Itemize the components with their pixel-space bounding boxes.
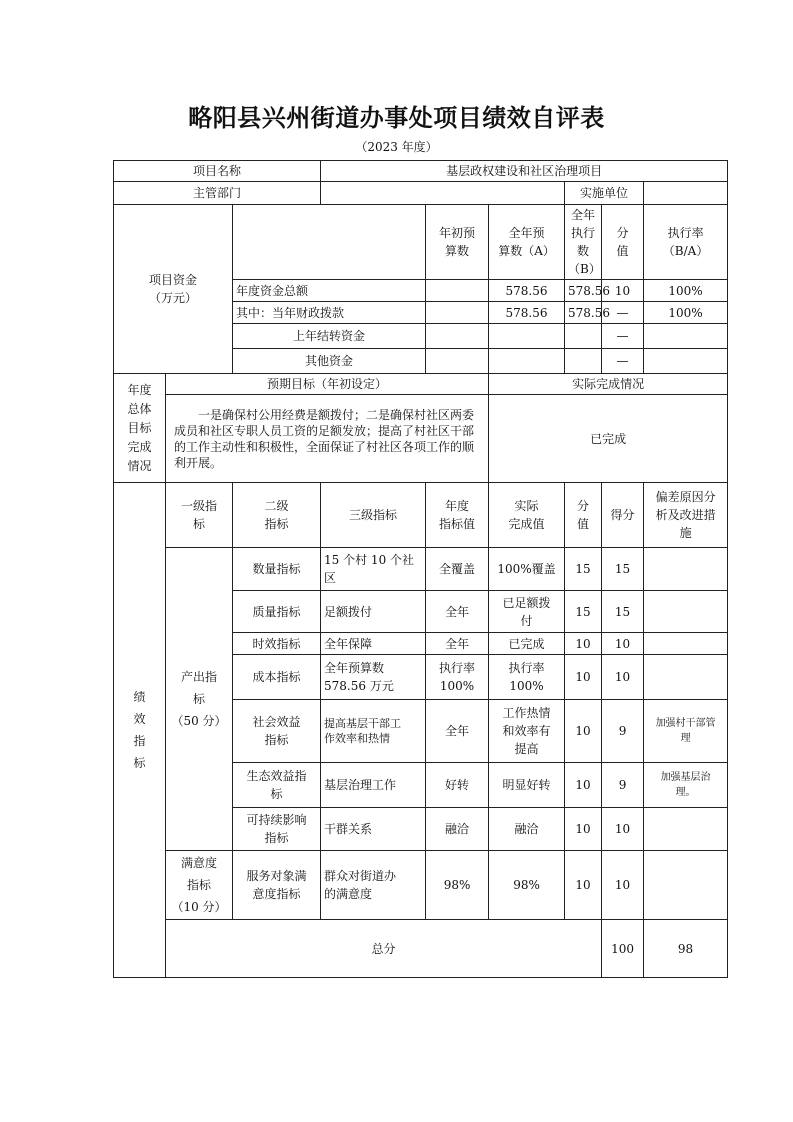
funds-header-blank — [233, 205, 426, 280]
expected-header: 预期目标（年初设定） — [166, 374, 489, 395]
funds-row-rate — [644, 349, 728, 374]
ind-row-note — [644, 633, 728, 655]
ind-row-note — [644, 808, 728, 851]
funds-header-exec: 全年执行 数（B） — [565, 205, 602, 280]
ind-row-score: 10 — [602, 808, 644, 851]
funds-header-rate: 执行率 （B/A） — [644, 205, 728, 280]
ind-row-actual: 融洽 — [489, 808, 565, 851]
funds-row-score-val: — — [602, 324, 644, 349]
ind-row-note — [644, 548, 728, 591]
ind-row-target: 98% — [426, 851, 489, 920]
funds-row-full: 578.56 — [489, 280, 565, 302]
ind-row-actual: 98% — [489, 851, 565, 920]
ind-row-target: 全年 — [426, 591, 489, 633]
ind-row-actual: 执行率 100% — [489, 655, 565, 700]
ind-row-score: 10 — [602, 851, 644, 920]
funds-label: 项目资金 （万元） — [114, 205, 233, 374]
goals-label: 年度 总体 目标 完成 情况 — [114, 374, 166, 483]
ind-header-target: 年度 指标值 — [426, 483, 489, 548]
ind-row-level2: 服务对象满 意度指标 — [233, 851, 321, 920]
ind-row-level3: 全年保障 — [321, 633, 426, 655]
dept-value — [321, 182, 565, 205]
ind-row-note: 加强村干部管 理 — [644, 700, 728, 763]
ind-row-level2: 时效指标 — [233, 633, 321, 655]
ind-row-target: 全年 — [426, 700, 489, 763]
ind-row-actual: 已足额拨 付 — [489, 591, 565, 633]
funds-row-exec — [565, 349, 602, 374]
funds-row-initial — [426, 280, 489, 302]
ind-header-level1: 一级指 标 — [166, 483, 233, 548]
ind-header-score: 得分 — [602, 483, 644, 548]
total-label: 总分 — [166, 920, 602, 978]
ind-header-note: 偏差原因分 析及改进措 施 — [644, 483, 728, 548]
ind-row-score-val: 15 — [565, 591, 602, 633]
ind-row-score-val: 15 — [565, 548, 602, 591]
ind-row-score-val: 10 — [565, 851, 602, 920]
ind-row-target: 全覆盖 — [426, 548, 489, 591]
ind-row-level2: 社会效益 指标 — [233, 700, 321, 763]
funds-row-label: 年度资金总额 — [233, 280, 426, 302]
funds-row-initial — [426, 302, 489, 324]
ind-row-level3: 足额拨付 — [321, 591, 426, 633]
ind-header-level3: 三级指标 — [321, 483, 426, 548]
ind-row-target: 融洽 — [426, 808, 489, 851]
ind-row-score: 15 — [602, 591, 644, 633]
funds-row-full — [489, 324, 565, 349]
ind-row-level2: 生态效益指 标 — [233, 763, 321, 808]
satisfaction-indicator-label: 满意度 指标 （10 分） — [166, 851, 233, 920]
total-score-val: 100 — [602, 920, 644, 978]
ind-row-level2: 质量指标 — [233, 591, 321, 633]
funds-row-exec: 578.56 — [565, 280, 602, 302]
funds-row-score-val: — — [602, 302, 644, 324]
dept-label: 主管部门 — [114, 182, 321, 205]
ind-row-level3: 群众对街道办 的满意度 — [321, 851, 426, 920]
ind-row-level2: 数量指标 — [233, 548, 321, 591]
indicators-label: 绩 效 指 标 — [114, 483, 166, 978]
funds-row-exec: 578.56 — [565, 302, 602, 324]
ind-row-actual: 工作热情 和效率有 提高 — [489, 700, 565, 763]
impl-value — [644, 182, 728, 205]
project-name-value: 基层政权建设和社区治理项目 — [321, 161, 728, 182]
ind-header-actual: 实际 完成值 — [489, 483, 565, 548]
ind-row-score-val: 10 — [565, 763, 602, 808]
ind-row-score-val: 10 — [565, 633, 602, 655]
ind-row-score: 9 — [602, 763, 644, 808]
ind-row-note — [644, 655, 728, 700]
ind-row-note — [644, 851, 728, 920]
ind-row-level3: 基层治理工作 — [321, 763, 426, 808]
funds-header-score-val: 分 值 — [602, 205, 644, 280]
funds-row-score-val: — — [602, 349, 644, 374]
funds-row-initial — [426, 349, 489, 374]
ind-row-target: 全年 — [426, 633, 489, 655]
expected-goal-text: 一是确保村公用经费是额拨付；二是确保村社区两委成员和社区专职人员工资的足额发放；提高了村社区干部的工作主动性和积极性，全面保证了村社区各项工作的顺利开展。 — [166, 395, 489, 483]
ind-row-actual: 明显好转 — [489, 763, 565, 808]
project-name-label: 项目名称 — [114, 161, 321, 182]
ind-row-level3: 全年预算数 578.56 万元 — [321, 655, 426, 700]
ind-row-actual: 已完成 — [489, 633, 565, 655]
funds-row-full — [489, 349, 565, 374]
evaluation-table — [113, 160, 728, 978]
funds-row-rate: 100% — [644, 280, 728, 302]
ind-row-note — [644, 591, 728, 633]
funds-row-rate — [644, 324, 728, 349]
ind-row-target: 好转 — [426, 763, 489, 808]
ind-row-score-val: 10 — [565, 808, 602, 851]
ind-row-score-val: 10 — [565, 655, 602, 700]
ind-row-score: 15 — [602, 548, 644, 591]
year-subtitle: （2023 年度） — [355, 140, 438, 154]
funds-row-initial — [426, 324, 489, 349]
actual-header: 实际完成情况 — [489, 374, 728, 395]
funds-row-score-val: 10 — [602, 280, 644, 302]
ind-row-score-val: 10 — [565, 700, 602, 763]
ind-row-score: 9 — [602, 700, 644, 763]
ind-row-level2: 可持续影响 指标 — [233, 808, 321, 851]
page-title: 略阳县兴州街道办事处项目绩效自评表 — [188, 104, 605, 132]
actual-goal-text: 已完成 — [489, 395, 728, 483]
funds-row-label: 其他资金 — [233, 349, 426, 374]
funds-header-full: 全年预 算数（A） — [489, 205, 565, 280]
ind-row-level3: 提高基层干部工 作效率和热情 — [321, 700, 426, 763]
funds-row-full: 578.56 — [489, 302, 565, 324]
ind-row-score: 10 — [602, 655, 644, 700]
total-score: 98 — [644, 920, 728, 978]
impl-label: 实施单位 — [565, 182, 644, 205]
ind-row-level2: 成本指标 — [233, 655, 321, 700]
ind-row-note: 加强基层治 理。 — [644, 763, 728, 808]
output-indicator-label: 产出指 标 （50 分） — [166, 548, 233, 851]
ind-row-score: 10 — [602, 633, 644, 655]
ind-row-level3: 15 个村 10 个社 区 — [321, 548, 426, 591]
ind-header-score-val: 分 值 — [565, 483, 602, 548]
ind-row-level3: 干群关系 — [321, 808, 426, 851]
ind-header-level2: 二级 指标 — [233, 483, 321, 548]
funds-row-rate: 100% — [644, 302, 728, 324]
funds-row-label: 上年结转资金 — [233, 324, 426, 349]
ind-row-actual: 100%覆盖 — [489, 548, 565, 591]
ind-row-target: 执行率 100% — [426, 655, 489, 700]
funds-header-initial: 年初预 算数 — [426, 205, 489, 280]
funds-row-label: 其中：当年财政拨款 — [233, 302, 426, 324]
funds-row-exec — [565, 324, 602, 349]
